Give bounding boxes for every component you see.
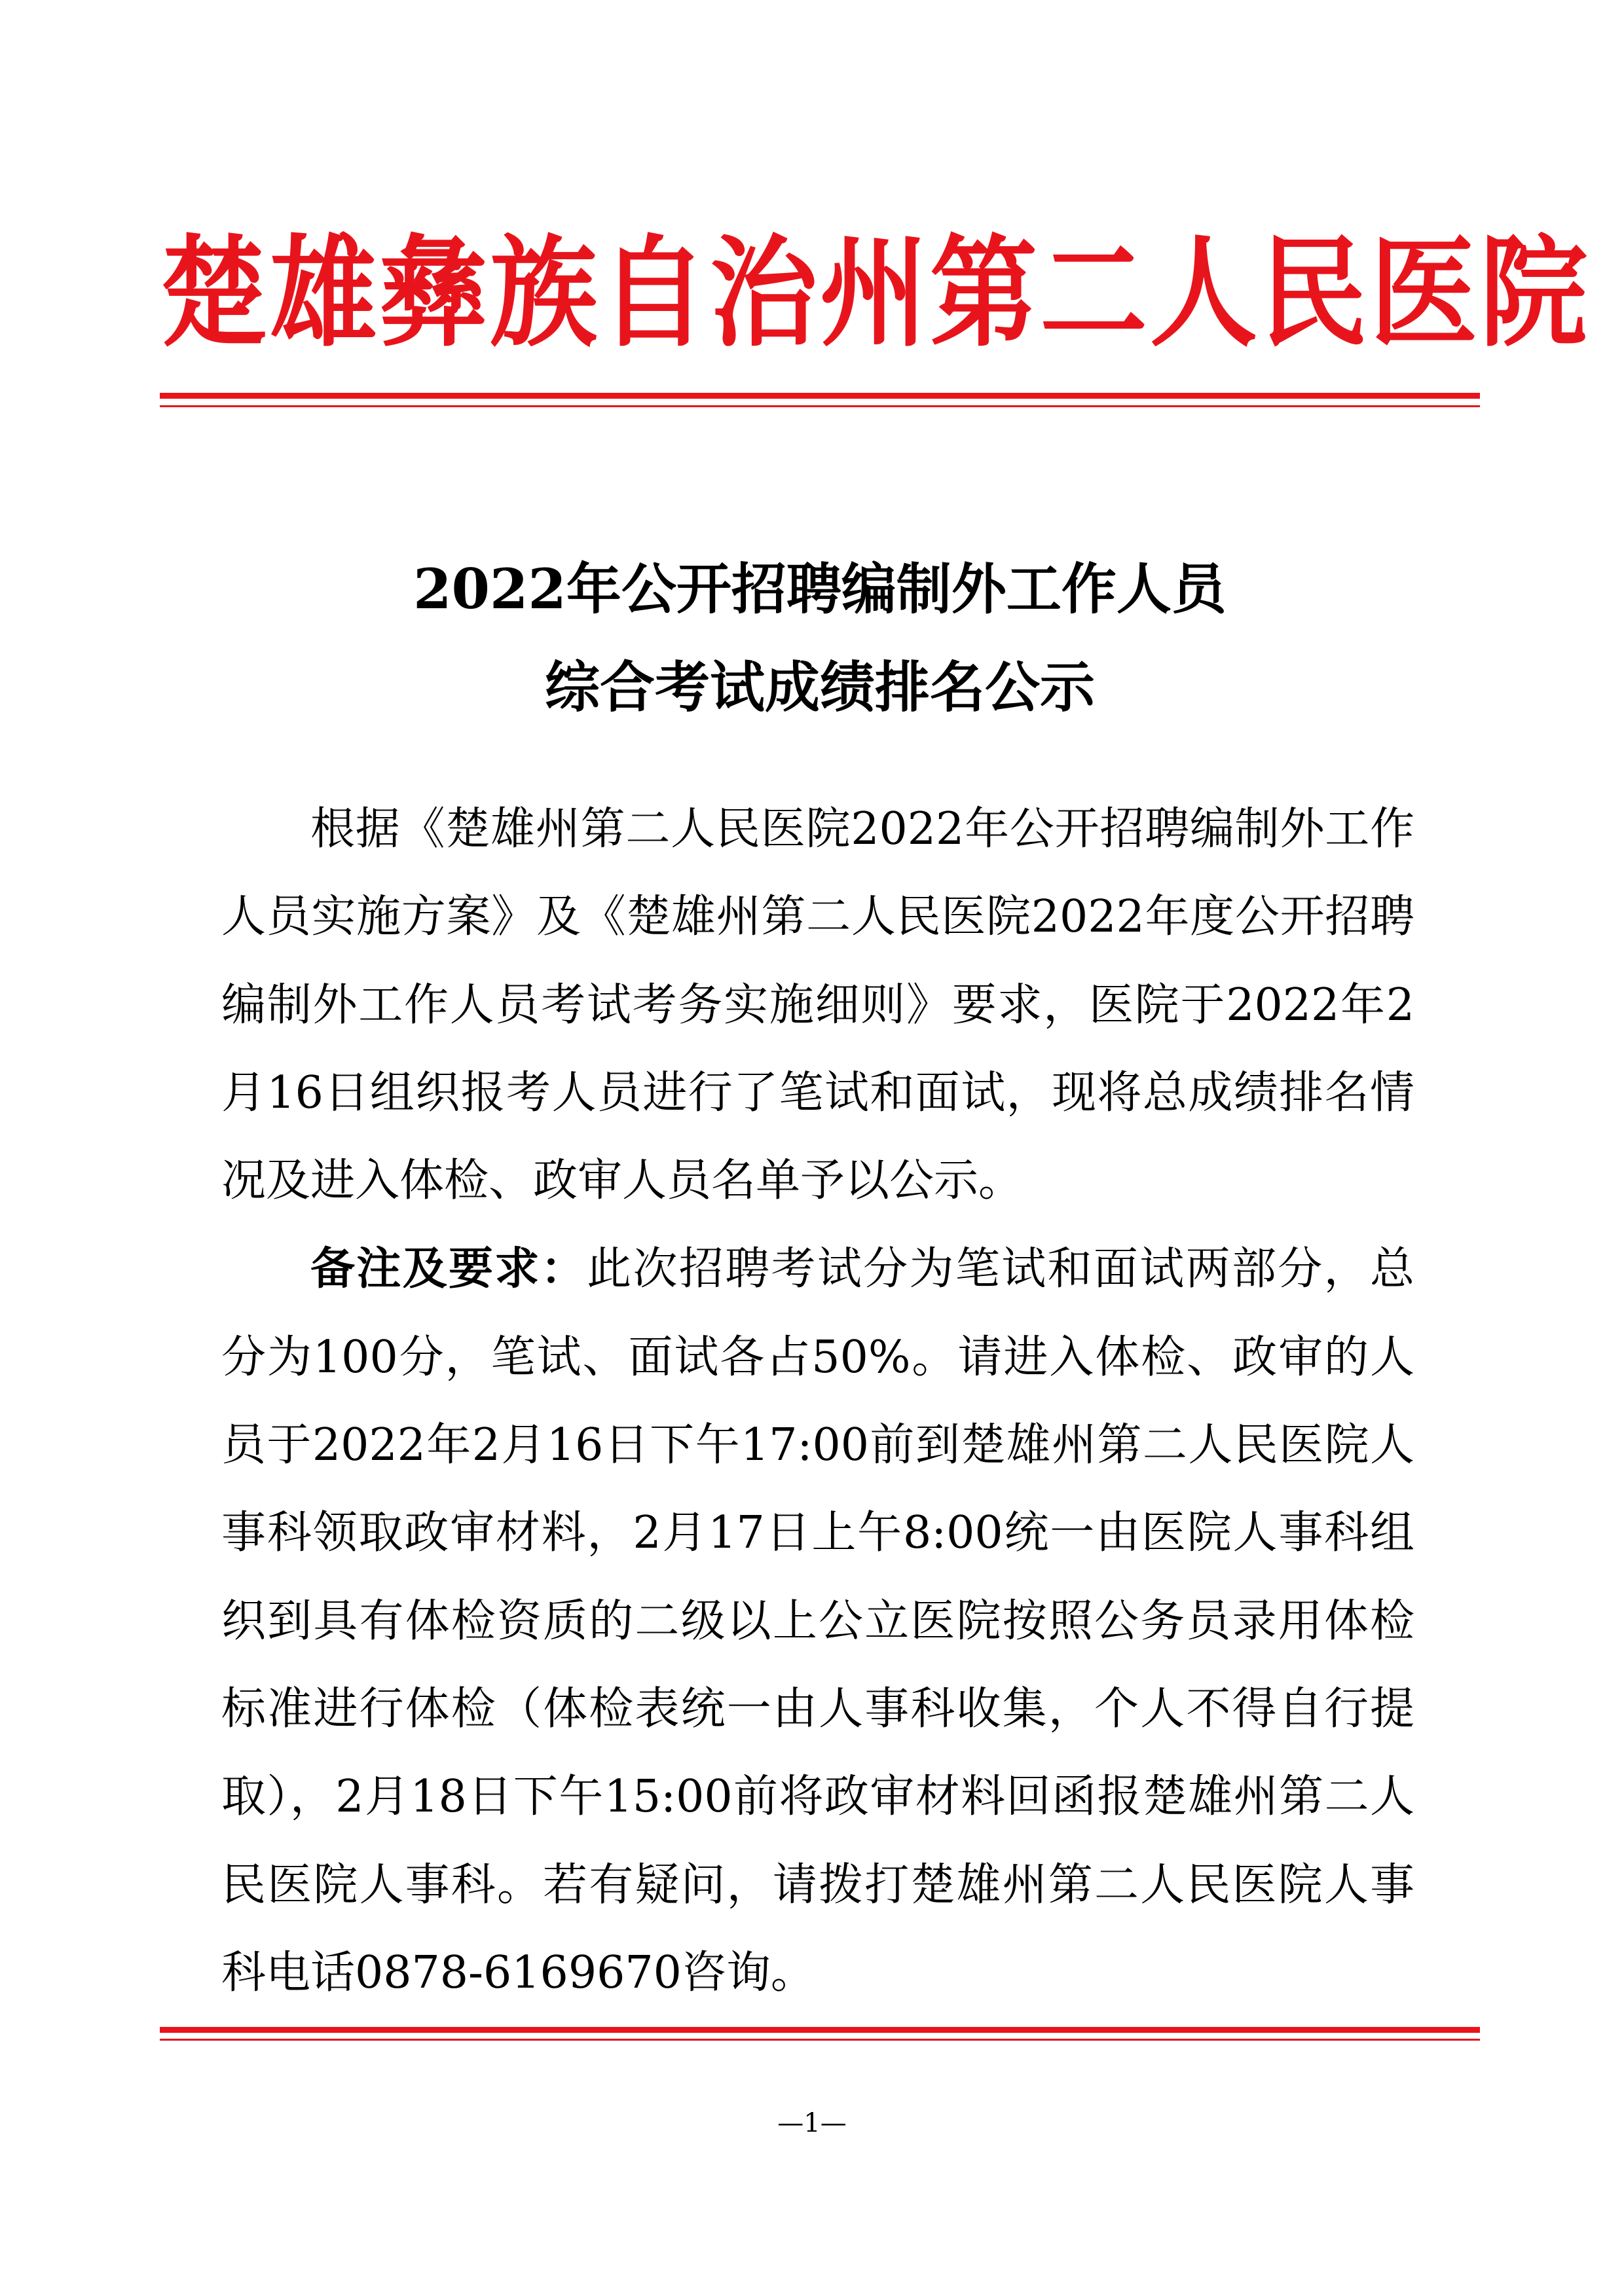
body-paragraph-2-lead: 备注及要求： xyxy=(310,1243,587,1296)
footer-rule-thin xyxy=(160,2039,1480,2041)
letterhead-rule-thick xyxy=(160,393,1480,399)
body-paragraph-1: 根据《楚雄州第二人民医院2022年公开招聘编制外工作人员实施方案》及《楚雄州第二人民医院2022年度公开招聘编制外工作人员考试考务实施细则》要求，医院于2022年2月16日组织报考人员进行了笔试和面试，现将总成绩排名情况及进入体检、政审人员名单予以公示。 xyxy=(221,803,1414,1207)
page-number: —1— xyxy=(777,2108,847,2138)
document-title-line-2: 综合考试成绩排名公示 xyxy=(544,655,1095,720)
body-paragraph-2 xyxy=(221,1225,1414,2017)
document-title-line-1: 2022年公开招聘编制外工作人员 xyxy=(413,556,1227,621)
footer-rule-thick xyxy=(160,2027,1480,2033)
document-body xyxy=(221,786,1414,2017)
letterhead-org-name: 楚雄彝族自治州第二人民医院 xyxy=(160,221,1591,364)
body-paragraph-2-text: 此次招聘考试分为笔试和面试两部分，总分为100分，笔试、面试各占50%。请进入体检、政审的人员于2022年2月16日下午17:00前到楚雄州第二人民医院人事科领取政审材料，2月17日上午8:00统一由医院人事科组织到具有体检资质的二级以上公立医院按照公务员录用体检标准进行体检（体检表统一由人事科收集，个人不得自行提取），2月18日下午15:00前将政审材料回函报楚雄州第二人民医院人事科。若有疑问，请拨打楚雄州第二人民医院人事科电话0878-6169670咨询。 xyxy=(221,1243,1414,1999)
letterhead-rule-thin xyxy=(160,405,1480,407)
